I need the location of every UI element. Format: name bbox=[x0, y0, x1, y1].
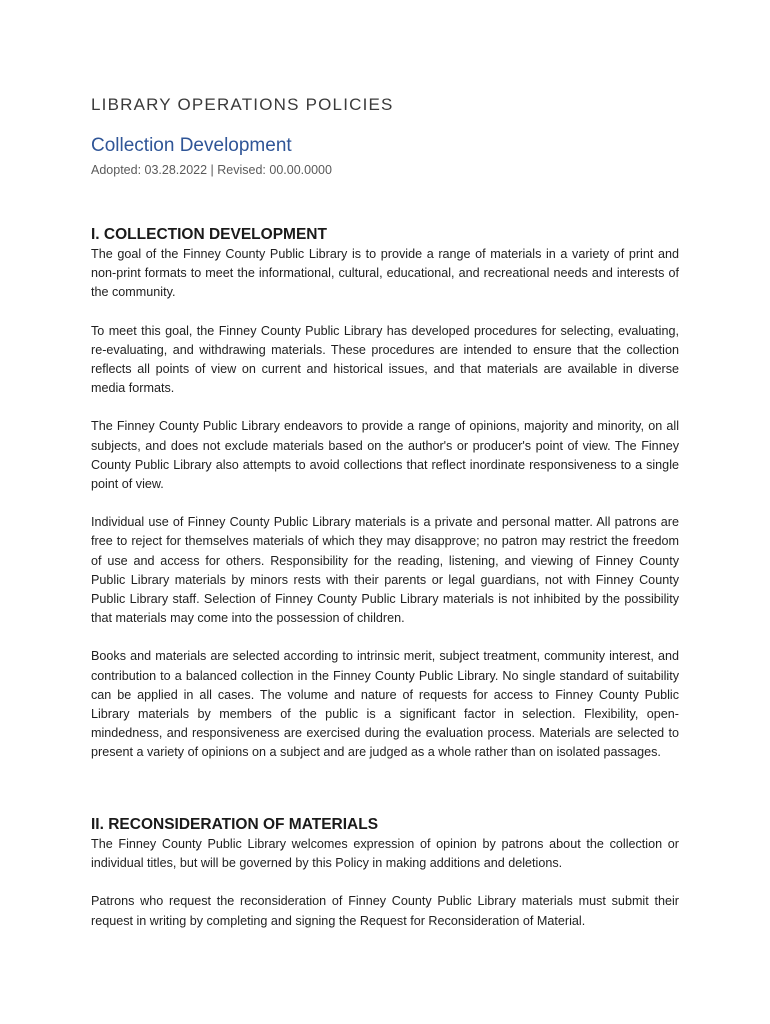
document-title: LIBRARY OPERATIONS POLICIES bbox=[91, 95, 394, 114]
section-heading: I. COLLECTION DEVELOPMENT bbox=[91, 226, 327, 243]
paragraph: To meet this goal, the Finney County Public Library has developed procedures for selecting, evaluating, re-evaluating, and withdrawing materials. These procedures are intended to ensure that the collection reflects all points of view on current and historical issues, and that materials are available in diverse media formats. bbox=[91, 323, 679, 396]
adoption-revision-dates: Adopted: 03.28.2022 | Revised: 00.00.0000 bbox=[91, 163, 332, 177]
paragraph: The Finney County Public Library welcomes expression of opinion by patrons about the collection or individual titles, but will be governed by this Policy in making additions and deletions. bbox=[91, 837, 679, 871]
section-reconsideration-of-materials bbox=[91, 815, 679, 950]
section-collection-development bbox=[91, 225, 679, 782]
paragraph: The goal of the Finney County Public Library is to provide a range of materials in a variety of print and non-print formats to meet the informational, cultural, educational, and recreational needs and interests of the community. bbox=[91, 247, 679, 300]
paragraph: The Finney County Public Library endeavors to provide a range of opinions, majority and minority, on all subjects, and does not exclude materials based on the author's or producer's point of view. The Finney County Public Library also attempts to avoid collections that reflect inordinate responsiveness to a single point of view. bbox=[91, 419, 679, 492]
paragraph: Individual use of Finney County Public Library materials is a private and personal matter. All patrons are free to reject for themselves materials of which they may disapprove; no patron may restrict the freedom of use and access for others. Responsibility for the reading, listening, and viewing of Finney County Public Library materials by minors rests with their parents or legal guardians, not with Finney County Public Library staff. Selection of Finney County Public Library materials is not inhibited by the possibility that materials may come into the possession of children. bbox=[91, 515, 679, 626]
document-subtitle: Collection Development bbox=[91, 135, 292, 156]
section-heading: II. RECONSIDERATION OF MATERIALS bbox=[91, 816, 379, 833]
paragraph: Books and materials are selected according to intrinsic merit, subject treatment, community interest, and contribution to a balanced collection in the Finney County Public Library. No single standard of suitability can be applied in all cases. The volume and nature of requests for access to Finney County Public Library materials by members of the public is a significant factor in selection. Flexibility, open-mindedness, and responsiveness are exercised during the evaluation process. Materials are selected to present a variety of opinions on a subject and are judged as a whole rather than on isolated passages. bbox=[91, 649, 679, 760]
paragraph: Patrons who request the reconsideration of Finney County Public Library materials must submit their request in writing by completing and signing the Request for Reconsideration of Material. bbox=[91, 894, 679, 928]
